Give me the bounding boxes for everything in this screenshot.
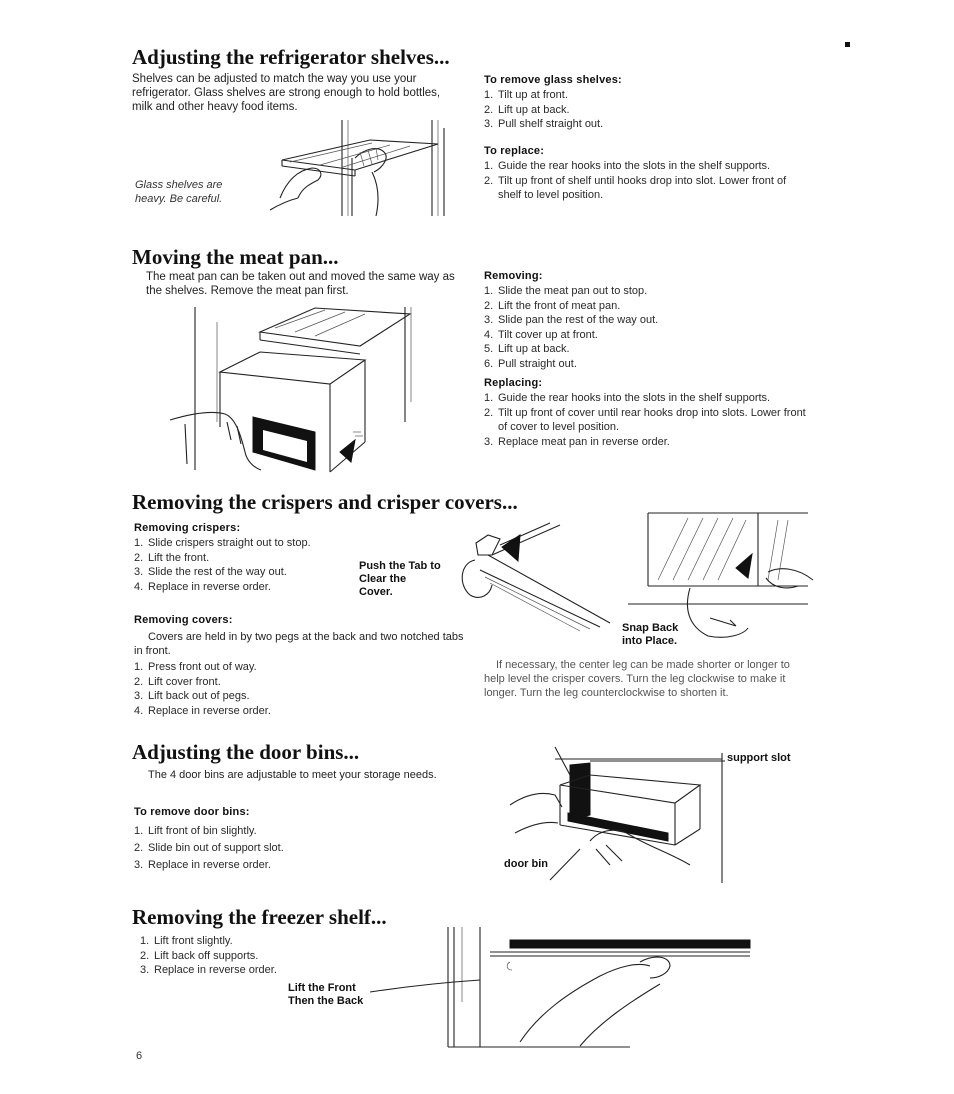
list-item: 5. Lift up at back. (484, 343, 570, 355)
crispers-heading: Removing crispers: (134, 522, 241, 534)
door-bins-intro: The 4 door bins are adjustable to meet your storage needs. (148, 769, 437, 781)
shelves-intro: Shelves can be adjusted to match the way you use your refrigerator. Glass shelves are strong enough to hold bottles, milk and other heavy food items. (132, 73, 441, 113)
leg-note: If necessary, the center leg can be made shorter or longer to help level the crisper covers. Turn the leg clockwise to make it longer. Turn the leg counterclockwise to shorten it. (484, 659, 790, 699)
section-title-shelves: Adjusting the refrigerator shelves... (132, 45, 450, 69)
list-item: 3. Replace meat pan in reverse order. (484, 435, 670, 448)
push-tab-label: Push the Tab to Clear the Cover. (359, 560, 441, 598)
list-item: 1. Lift front of bin slightly. (134, 825, 257, 837)
list-item: 3. Lift back out of pegs. (134, 690, 250, 702)
shelves-replace-heading: To replace: (484, 145, 545, 157)
shelves-replace-steps (484, 159, 812, 203)
meat-pan-removing-steps (484, 284, 814, 371)
list-item: 3. Replace in reverse order. (134, 859, 271, 871)
list-item: 1. Guide the rear hooks into the slots in the shelf supports. (484, 160, 771, 172)
door-bins-remove-steps (134, 823, 434, 874)
shelves-caption: Glass shelves are heavy. Be careful. (135, 179, 223, 205)
lift-front-label: Lift the Front Then the Back (288, 982, 364, 1007)
shelf-illustration (260, 118, 455, 218)
list-item: 1. Guide the rear hooks into the slots in the shelf supports. (484, 392, 771, 404)
meat-pan-removing-heading: Removing: (484, 270, 543, 282)
list-item: 4. Replace in reverse order. (134, 580, 271, 593)
list-item: 4. Replace in reverse order. (134, 704, 271, 717)
support-slot-label: support slot (727, 752, 791, 764)
freezer-shelf-illustration (370, 922, 760, 1052)
list-item: 1. Tilt up at front. (484, 89, 568, 101)
door-bins-remove-heading: To remove door bins: (134, 806, 250, 818)
meat-pan-replacing-steps (484, 391, 812, 449)
shelves-remove-steps (484, 88, 814, 132)
list-item: 6. Pull straight out. (484, 357, 577, 370)
corner-mark (845, 42, 850, 47)
list-item: 3. Slide the rest of the way out. (134, 566, 287, 578)
snap-back-label: Snap Back into Place. (622, 622, 679, 647)
list-item: 1. Slide crispers straight out to stop. (134, 537, 311, 549)
list-item: 1. Press front out of way. (134, 661, 257, 673)
covers-steps (134, 660, 434, 718)
list-item: 3. Pull shelf straight out. (484, 118, 604, 130)
list-item: 2. Lift back off supports. (140, 949, 259, 962)
list-item: 3. Replace in reverse order. (140, 964, 277, 976)
support-slot-leader (590, 758, 725, 764)
list-item: 1. Lift front slightly. (140, 935, 233, 947)
crispers-steps (134, 536, 356, 594)
meat-pan-illustration (165, 302, 435, 474)
meat-pan-intro: The meat pan can be taken out and moved the same way as the shelves. Remove the meat pan first. (146, 271, 455, 297)
shelves-remove-heading: To remove glass shelves: (484, 74, 622, 86)
page-number: 6 (136, 1050, 143, 1062)
covers-heading: Removing covers: (134, 614, 233, 626)
meat-pan-replacing-heading: Replacing: (484, 377, 543, 389)
list-item: 3. Slide pan the rest of the way out. (484, 314, 659, 326)
list-item: 1. Slide the meat pan out to stop. (484, 285, 648, 297)
section-title-freezer: Removing the freezer shelf... (132, 905, 387, 929)
covers-intro: Covers are held in by two pegs at the back and two notched tabs in front. (134, 631, 464, 657)
list-item: 2. Tilt up front of shelf until hooks drop into slot. Lower front of shelf to level position. (484, 174, 787, 201)
list-item: 4. Tilt cover up at front. (484, 328, 598, 341)
list-item: 2. Lift the front of meat pan. (484, 299, 621, 312)
list-item: 2. Lift the front. (134, 551, 210, 564)
section-title-crispers: Removing the crispers and crisper covers... (132, 490, 518, 514)
crisper-tab-illustration (440, 515, 630, 635)
section-title-door-bins: Adjusting the door bins... (132, 740, 360, 764)
freezer-steps (140, 934, 400, 978)
door-bin-label: door bin (504, 858, 548, 870)
list-item: 2. Tilt up front of cover until rear hooks drop into slots. Lower front of cover to level position. (484, 406, 806, 433)
section-title-meat-pan: Moving the meat pan... (132, 245, 339, 269)
list-item: 2. Slide bin out of support slot. (134, 842, 284, 854)
list-item: 2. Lift cover front. (134, 675, 221, 688)
list-item: 2. Lift up at back. (484, 103, 570, 116)
